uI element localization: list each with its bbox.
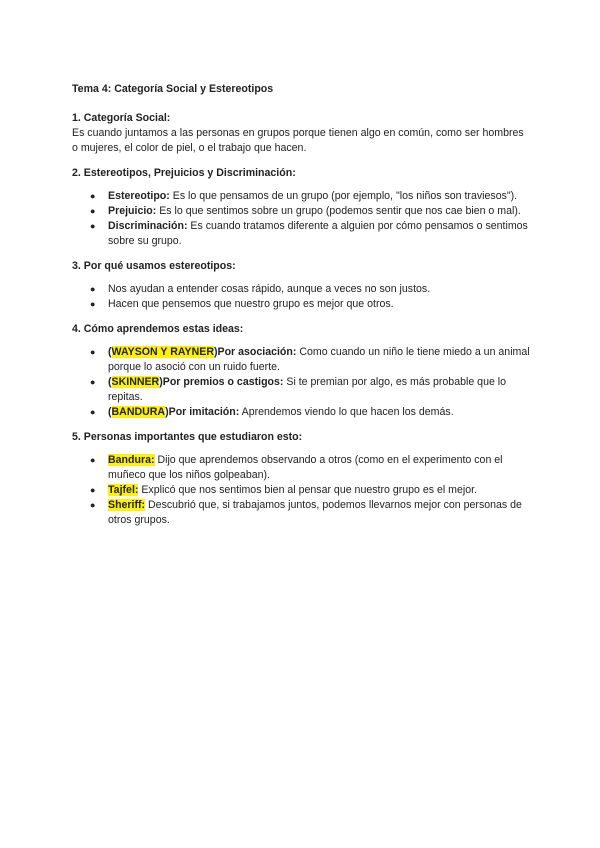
list-item [72, 453, 532, 483]
item-text: Es lo que sentimos sobre un grupo (podemos sentir que nos cae bien o mal). [156, 205, 521, 217]
author-highlight: SKINNER [111, 376, 160, 388]
bullet-icon: ● [90, 455, 96, 465]
bullet-icon: ● [90, 284, 96, 294]
author-highlight: Sheriff: [108, 499, 146, 511]
bullet-icon: ● [90, 377, 96, 387]
section-3-heading: 3. Por qué usamos estereotipos: [72, 260, 236, 272]
author-highlight: WAYSON Y RAYNER [111, 346, 214, 358]
term-label: Estereotipo: [108, 190, 170, 202]
paren-open: ( [108, 346, 112, 358]
paren-close: ) [165, 406, 169, 418]
section-2-list [72, 189, 532, 249]
section-5-heading: 5. Personas importantes que estudiaron esto: [72, 431, 303, 443]
item-text: Si te premian por algo, es más probable que lo repitas. [108, 376, 507, 403]
item-text: Como cuando un niño le tiene miedo a un animal porque lo asoció con un ruido fuerte. [108, 346, 530, 373]
item-text: Es lo que pensamos de un grupo (por ejemplo, "los niños son traviesos"). [169, 190, 518, 202]
item-text: Nos ayudan a entender cosas rápido, aunque a veces no son justos. [108, 283, 431, 295]
list-item [72, 297, 532, 312]
author-highlight: Bandura: [108, 454, 155, 466]
section-1-heading: 1. Categoría Social: [72, 112, 171, 124]
list-item [72, 282, 532, 297]
section-5-list [72, 453, 532, 528]
term-label: Por asociación: [217, 346, 297, 358]
paren-open: ( [108, 376, 112, 388]
list-item [72, 375, 532, 405]
bullet-icon: ● [90, 206, 96, 216]
list-item [72, 219, 532, 249]
section-4-list [72, 345, 532, 420]
term-label: Por imitación: [168, 406, 240, 418]
section-3-list [72, 282, 532, 312]
author-highlight: Tajfel: [108, 484, 139, 496]
bullet-icon: ● [90, 347, 96, 357]
paren-open: ( [108, 406, 112, 418]
bullet-icon: ● [90, 221, 96, 231]
item-text: Explicó que nos sentimos bien al pensar que nuestro grupo es el mejor. [138, 484, 478, 496]
bullet-icon: ● [90, 299, 96, 309]
item-text: Dijo que aprendemos observando a otros (como en el experimento con el muñeco que los niños golpeaban). [108, 454, 503, 481]
term-label: Por premios o castigos: [162, 376, 284, 388]
document-title: Tema 4: Categoría Social y Estereotipos [72, 83, 274, 95]
bullet-icon: ● [90, 500, 96, 510]
section-2-heading: 2. Estereotipos, Prejuicios y Discriminación: [72, 167, 296, 179]
paren-close: ) [159, 376, 163, 388]
bullet-icon: ● [90, 407, 96, 417]
list-item [72, 345, 532, 375]
item-text: Hacen que pensemos que nuestro grupo es mejor que otros. [108, 298, 394, 310]
item-text: Descubrió que, si trabajamos juntos, podemos llevarnos mejor con personas de otros grupos. [108, 499, 522, 526]
term-label: Prejuicio: [108, 205, 157, 217]
list-item [72, 498, 532, 528]
section-4-heading: 4. Cómo aprendemos estas ideas: [72, 323, 244, 335]
bullet-icon: ● [90, 191, 96, 201]
section-1-text: Es cuando juntamos a las personas en grupos porque tienen algo en común, como ser hombres o mujeres, el color de piel, o el trabajo que hacen. [72, 127, 524, 154]
author-highlight: BANDURA [111, 406, 166, 418]
item-text: Es cuando tratamos diferente a alguien por cómo pensamos o sentimos sobre su grupo. [108, 220, 528, 247]
bullet-icon: ● [90, 485, 96, 495]
list-item [72, 189, 532, 204]
paren-close: ) [213, 346, 218, 358]
item-text: Aprendemos viendo lo que hacen los demás. [239, 406, 454, 418]
list-item [72, 483, 532, 498]
document-content [72, 82, 532, 528]
list-item [72, 405, 532, 420]
list-item [72, 204, 532, 219]
term-label: Discriminación: [108, 220, 188, 232]
